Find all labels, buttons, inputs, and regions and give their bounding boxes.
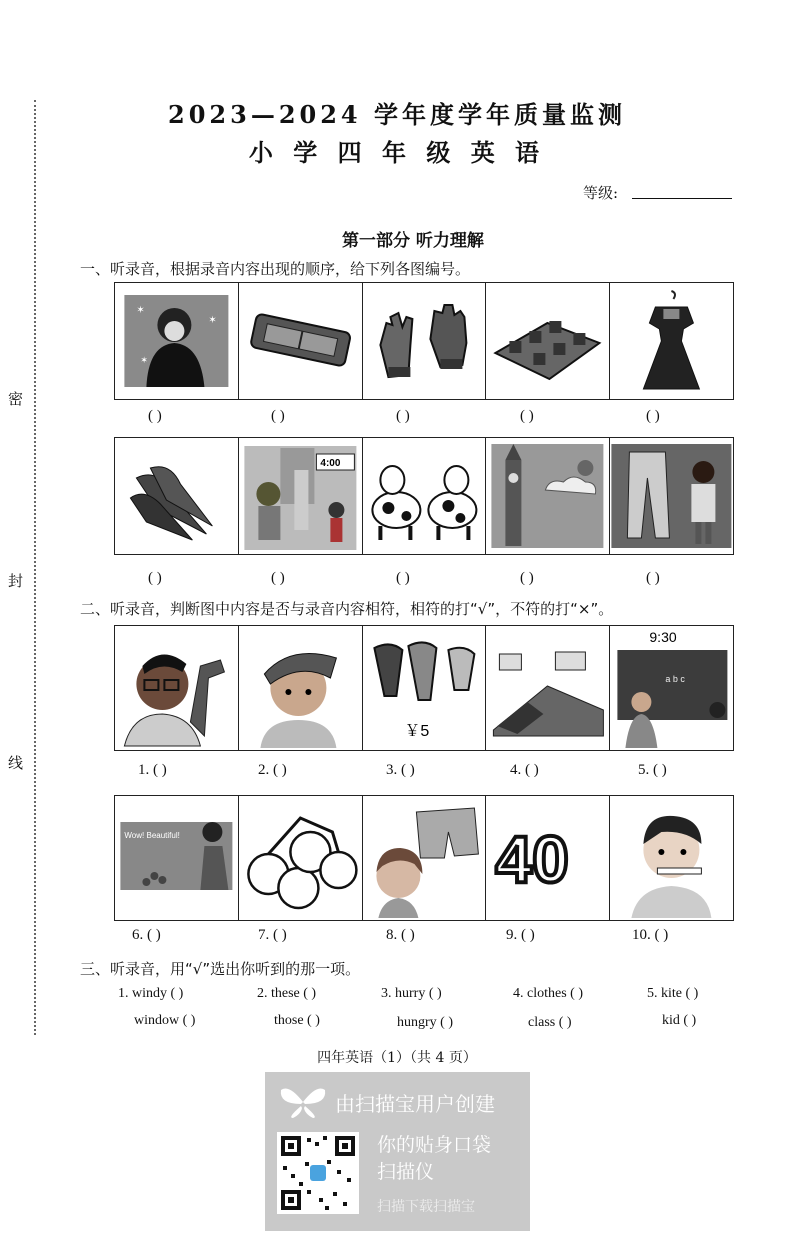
clock-time-text: 4:00 — [320, 458, 341, 469]
forty-text: 40 — [495, 822, 570, 896]
q3-option-2a[interactable]: 2. these ( ) — [257, 986, 317, 1001]
boy-brushing-icon — [610, 796, 733, 920]
q2-picture-row-2 — [114, 795, 734, 921]
child-in-winter-icon — [115, 283, 239, 399]
q3-option-5b[interactable]: kid ( ) — [662, 1013, 697, 1028]
girl-painting-icon — [115, 796, 239, 920]
q2-item-8[interactable]: 8. ( ) — [386, 927, 415, 943]
q1-answer-1[interactable]: ( ) — [148, 408, 162, 424]
teacher-clock-icon — [610, 626, 733, 750]
svg-text:✶: ✶ — [140, 356, 148, 366]
margin-char-seal2: 封 — [8, 572, 24, 590]
q3-option-1b[interactable]: window ( ) — [134, 1013, 196, 1028]
butterfly-logo-icon — [279, 1084, 327, 1120]
watermark-created-by: 由扫描宝用户创建 — [335, 1092, 495, 1116]
grade-label: 等级: — [583, 184, 619, 202]
big-ben-weather-icon — [486, 438, 610, 554]
clock-reading-text: 9:30 — [649, 629, 677, 645]
number-forty-icon — [486, 796, 610, 920]
binding-dotted-line — [34, 100, 36, 1035]
blackboard-text: a b c — [665, 674, 686, 684]
watermark-slogan-line2: 扫描仪 — [377, 1161, 435, 1183]
q3-option-1a[interactable]: 1. windy ( ) — [118, 986, 184, 1001]
qr-code-icon[interactable] — [277, 1132, 359, 1214]
q2-item-10[interactable]: 10. ( ) — [632, 927, 669, 943]
desks-icon — [486, 283, 610, 399]
q3-option-4a[interactable]: 4. clothes ( ) — [513, 986, 583, 1001]
section-title: 第一部分 听力理解 — [342, 231, 484, 251]
q3-option-3b[interactable]: hungry ( ) — [397, 1015, 453, 1030]
q1-answer-7[interactable]: ( ) — [271, 570, 285, 586]
q3-option-2b[interactable]: those ( ) — [274, 1013, 320, 1028]
margin-char-seal: 密 — [8, 390, 24, 408]
q1-instruction: 一、听录音，根据录音内容出现的顺序，给下列各图编号。 — [80, 260, 471, 278]
sports-mat-icon — [239, 283, 363, 399]
tomatoes-icon — [239, 796, 363, 920]
watermark-slogan-line1: 你的贴身口袋 — [377, 1134, 492, 1156]
price-text: ￥5 — [403, 723, 429, 740]
grade-input-line[interactable] — [632, 198, 732, 199]
family-clock-icon — [239, 438, 363, 554]
q2-item-6[interactable]: 6. ( ) — [132, 927, 161, 943]
q1-answer-8[interactable]: ( ) — [396, 570, 410, 586]
q1-answer-9[interactable]: ( ) — [520, 570, 534, 586]
q2-item-1[interactable]: 1. ( ) — [138, 762, 167, 778]
exam-title: 2023—2024 学年度学年质量监测 — [168, 100, 626, 129]
svg-text:✶: ✶ — [208, 315, 217, 326]
q1-answer-4[interactable]: ( ) — [520, 408, 534, 424]
cows-icon — [363, 438, 487, 554]
q1-picture-row-1 — [114, 282, 734, 400]
q2-item-5[interactable]: 5. ( ) — [638, 762, 667, 778]
scarves-icon — [363, 626, 487, 750]
q2-item-2[interactable]: 2. ( ) — [258, 762, 287, 778]
q2-item-4[interactable]: 4. ( ) — [510, 762, 539, 778]
boy-pants-icon — [610, 438, 733, 554]
dress-icon — [610, 283, 733, 399]
q1-answer-6[interactable]: ( ) — [148, 570, 162, 586]
q2-picture-row-1 — [114, 625, 734, 751]
q3-option-4b[interactable]: class ( ) — [528, 1015, 572, 1030]
q1-answer-2[interactable]: ( ) — [271, 408, 285, 424]
q1-answer-5[interactable]: ( ) — [646, 408, 660, 424]
boy-cap-icon — [239, 626, 363, 750]
vegetable-farm-icon — [486, 626, 610, 750]
q1-answer-10[interactable]: ( ) — [646, 570, 660, 586]
girl-shorts-icon — [363, 796, 487, 920]
carrots-icon — [115, 438, 239, 554]
svg-text:✶: ✶ — [136, 305, 145, 316]
gloves-icon — [363, 283, 487, 399]
q3-option-3a[interactable]: 3. hurry ( ) — [381, 986, 442, 1001]
watermark-slogan — [377, 1132, 491, 1186]
margin-char-line: 线 — [8, 754, 24, 772]
q2-item-3[interactable]: 3. ( ) — [386, 762, 415, 778]
painting-banner-text: Wow! Beautiful! — [124, 831, 180, 840]
boy-arm-icon — [115, 626, 239, 750]
watermark-download-link[interactable]: 扫描下载扫描宝 — [377, 1199, 475, 1215]
q3-instruction: 三、听录音，用“√”选出你听到的那一项。 — [80, 960, 361, 978]
q1-picture-row-2 — [114, 437, 734, 555]
q2-item-7[interactable]: 7. ( ) — [258, 927, 287, 943]
q2-item-9[interactable]: 9. ( ) — [506, 927, 535, 943]
q1-answer-3[interactable]: ( ) — [396, 408, 410, 424]
exam-subtitle: 小 学 四 年 级 英 语 — [248, 138, 546, 167]
q3-option-5a[interactable]: 5. kite ( ) — [647, 986, 699, 1001]
page-footer: 四年英语（1）（共 4 页） — [317, 1050, 477, 1066]
q2-instruction: 二、听录音，判断图中内容是否与录音内容相符，相符的打“√”，不符的打“×”。 — [80, 600, 614, 618]
scanner-watermark — [265, 1072, 530, 1231]
